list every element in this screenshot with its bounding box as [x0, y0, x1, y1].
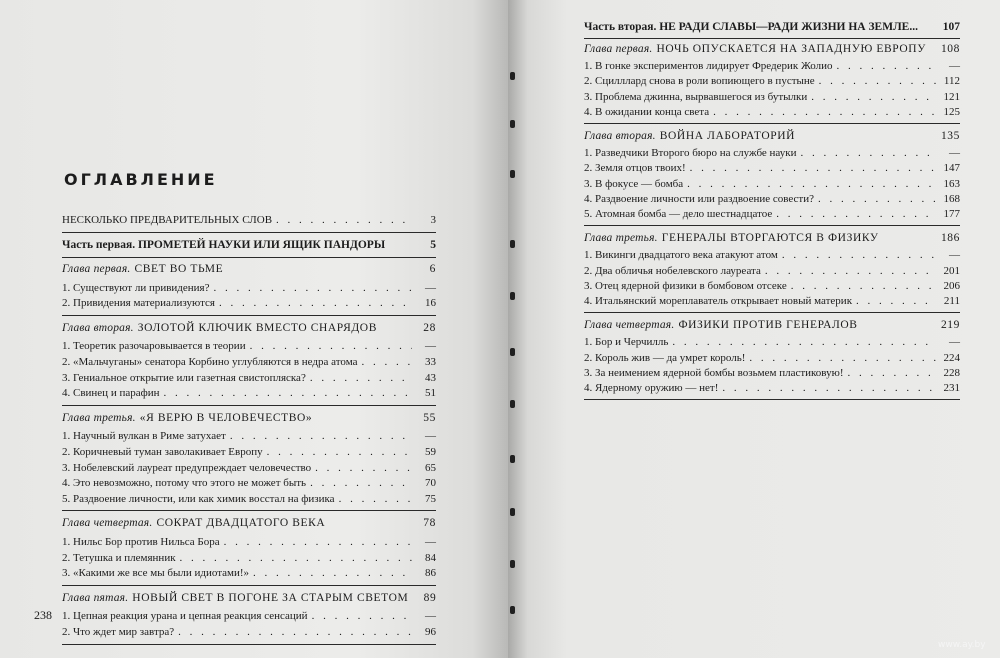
page-ref: 211 [943, 295, 960, 307]
section-entry-text: 1. Викинги двадцатого века атакуют атом [584, 249, 778, 262]
part-heading [62, 238, 436, 252]
section-entry-text: 3. За неимением ядерной бомбы возьмем пластиковую! [584, 366, 844, 379]
right-page [508, 0, 1000, 658]
leader-dots [818, 192, 936, 206]
leader-dots [310, 476, 412, 490]
section-entry-text: 1. Разведчики Второго бюро на службе науки [584, 147, 797, 160]
section-entry [62, 339, 436, 353]
separator-line [584, 123, 960, 124]
page-ref: 86 [425, 567, 436, 580]
foreword-entry-text: НЕСКОЛЬКО ПРЕДВАРИТЕЛЬНЫХ СЛОВ [62, 214, 273, 226]
section-entry-text: 3. Отец ядерной физики в бомбовом отсеке [584, 279, 787, 292]
page-ref: 89 [423, 591, 437, 604]
chapter-heading [584, 129, 960, 143]
page-ref: 51 [425, 387, 436, 400]
page-ref: 65 [425, 461, 436, 474]
separator-line [584, 225, 960, 226]
page-ref: 206 [943, 279, 960, 292]
leader-dots [782, 248, 936, 262]
leader-dots [749, 351, 936, 365]
section-entry-text: 2. Тетушка и племянник [62, 551, 176, 564]
section-entry [584, 146, 960, 160]
page-ref: 168 [943, 192, 960, 205]
binding-holes [510, 0, 522, 658]
section-entry-text: 3. Нобелевский лауреат предупреждает человечество [62, 461, 312, 474]
section-entry [584, 335, 960, 349]
leader-dots [687, 177, 936, 191]
separator-line [584, 38, 960, 39]
section-entry [584, 177, 960, 191]
page-ref: 108 [940, 43, 960, 55]
chapter-heading [584, 231, 960, 245]
binding-hole [510, 560, 515, 568]
page-ref: 6 [429, 263, 436, 275]
section-entry-text: 1. В гонке экспериментов лидирует Фредерик Жолио [584, 60, 833, 73]
chapter-heading [62, 411, 436, 425]
page-ref: 70 [425, 477, 436, 490]
page-ref: — [949, 147, 960, 160]
leader-dots [276, 213, 412, 227]
leader-dots [224, 535, 412, 549]
leader-dots [267, 445, 412, 459]
leader-dots [315, 461, 412, 475]
leader-dots [253, 566, 412, 580]
section-entry [62, 429, 436, 443]
binding-hole [510, 606, 515, 614]
leader-dots [690, 161, 936, 175]
section-entry [62, 281, 436, 295]
chapter-heading-text [584, 231, 879, 245]
page-ref: 224 [943, 351, 960, 364]
section-entry [62, 609, 436, 623]
section-entry-text: 4. Итальянский мореплаватель открывает новый материк [584, 295, 853, 307]
chapter-title: СОКРАТ ДВАДЦАТОГО ВЕКА [156, 517, 326, 530]
chapter-label: Глава первая. [62, 263, 131, 275]
binding-hole [510, 72, 515, 80]
page-ref: — [425, 430, 436, 443]
section-entry-text: 3. Гениальное открытие или газетная свистопляска? [62, 371, 306, 384]
section-entry-text: 3. Проблема джинна, вырвавшегося из бутылки [584, 90, 808, 103]
section-entry-text: 1. Научный вулкан в Риме затухает [62, 430, 226, 443]
section-entry-text: 5. Раздвоение личности, или как химик восстал на физика [62, 492, 335, 505]
chapter-heading-text [62, 516, 325, 530]
part-heading [584, 20, 960, 34]
binding-hole [510, 400, 515, 408]
section-entry [62, 296, 436, 310]
page-ref: 5 [430, 239, 436, 251]
section-entry [584, 366, 960, 380]
binding-hole [510, 240, 515, 248]
section-entry-text: 2. Король жив — да умрет король! [584, 351, 746, 364]
section-entry-text: 1. Нильс Бор против Нильса Бора [62, 536, 220, 548]
leader-dots [672, 335, 936, 349]
page-ref: 228 [943, 366, 960, 379]
section-entry-text: 1. Бор и Черчилль [584, 336, 669, 349]
chapter-heading-text [62, 411, 312, 425]
page-ref: 16 [425, 297, 436, 310]
leader-dots [230, 429, 412, 443]
separator-line [62, 232, 436, 233]
chapter-title: ЗОЛОТОЙ КЛЮЧИК ВМЕСТО СНАРЯДОВ [137, 321, 377, 334]
page-ref: — [425, 340, 436, 353]
section-entry [584, 90, 960, 104]
chapter-heading [584, 318, 960, 332]
section-entry-text: 1. Существуют ли привидения? [62, 281, 210, 294]
leader-dots [339, 492, 412, 506]
foreword-entry [62, 213, 436, 227]
page-ref: 59 [425, 446, 436, 458]
chapter-heading-text [62, 591, 408, 605]
leader-dots [180, 551, 412, 565]
page-ref: 121 [943, 90, 960, 103]
section-entry [584, 105, 960, 119]
page-ref: — [949, 60, 960, 73]
separator-line [62, 257, 436, 258]
chapter-label: Глава вторая. [62, 321, 134, 334]
chapter-label: Глава третья. [584, 232, 658, 245]
leader-dots [164, 386, 412, 400]
section-entry [584, 279, 960, 293]
section-entry-text: 2. Два обличья нобелевского лауреата [584, 264, 761, 277]
chapter-label: Глава вторая. [584, 130, 656, 142]
section-entry-text: 2. Сцилллард снова в роли вопиющего в пустыне [584, 75, 815, 88]
page-number: 238 [34, 608, 52, 622]
section-entry [584, 248, 960, 262]
section-entry-text: 4. Ядерному оружию — нет! [584, 382, 719, 394]
leader-dots [776, 207, 936, 221]
leader-dots [837, 59, 936, 73]
leader-dots [219, 296, 412, 310]
leader-dots [848, 366, 936, 380]
page-ref: 112 [943, 75, 960, 88]
watermark: www.ay.by [938, 640, 986, 650]
chapter-heading [62, 321, 436, 335]
section-entry [584, 161, 960, 175]
binding-hole [510, 508, 515, 516]
separator-line [62, 644, 436, 645]
leader-dots [811, 90, 936, 104]
page-ref: — [425, 281, 436, 294]
chapter-heading [62, 262, 436, 276]
chapter-heading-text [584, 318, 858, 332]
chapter-title: НОВЫЙ СВЕТ В ПОГОНЕ ЗА СТАРЫМ СВЕТОМ [132, 591, 409, 604]
section-entry-text: 4. Раздвоение личности или раздвоение совести? [584, 192, 814, 205]
chapter-heading-text [62, 262, 223, 276]
section-entry [584, 192, 960, 206]
section-entry-text: 4. В ожидании конца света [584, 105, 710, 118]
separator-line [62, 405, 436, 406]
section-entry-text: 2. Земля отцов твоих! [584, 162, 686, 175]
section-entry-text: 2. Что ждет мир завтра? [62, 626, 175, 638]
leader-dots [722, 381, 936, 395]
chapter-heading-text [62, 321, 377, 335]
page-ref: — [949, 249, 960, 262]
section-entry [584, 207, 960, 221]
page-ref: — [425, 536, 436, 548]
binding-hole [510, 292, 515, 300]
leader-dots [310, 371, 412, 385]
chapter-title: ВОЙНА ЛАБОРАТОРИЙ [659, 130, 796, 142]
binding-hole [510, 348, 515, 356]
section-entry [584, 264, 960, 278]
chapter-heading-text [584, 129, 795, 143]
leader-dots [819, 74, 936, 88]
section-entry [62, 535, 436, 549]
chapter-heading-text [584, 42, 926, 56]
page-ref: 163 [943, 177, 960, 190]
page-ref: — [425, 610, 436, 623]
separator-line [62, 585, 436, 586]
leader-dots [765, 264, 936, 278]
section-entry-text: 3. «Какими же все мы были идиотами!» [62, 567, 250, 580]
leader-dots [250, 339, 412, 353]
chapter-label: Глава четвертая. [584, 319, 675, 332]
section-entry [584, 294, 960, 308]
section-entry-text: 1. Цепная реакция урана и цепная реакция сенсаций [62, 610, 308, 623]
section-entry-text: 3. В фокусе — бомба [584, 177, 684, 190]
chapter-title: «Я ВЕРЮ В ЧЕЛОВЕЧЕСТВО» [139, 411, 313, 424]
leader-dots [361, 355, 412, 369]
part-heading-text: Часть вторая. НЕ РАДИ СЛАВЫ—РАДИ ЖИЗНИ НА ЗЕМЛЕ... [584, 21, 918, 33]
chapter-label: Глава первая. [584, 43, 653, 55]
chapter-title: НОЧЬ ОПУСКАЕТСЯ НА ЗАПАДНУЮ ЕВРОПУ [656, 43, 926, 55]
binding-hole [510, 120, 515, 128]
separator-line [584, 312, 960, 313]
leader-dots [791, 279, 936, 293]
page-ref: 186 [940, 232, 960, 245]
leader-dots [713, 105, 936, 119]
page-ref: 201 [943, 264, 960, 277]
section-entry [62, 386, 436, 400]
chapter-label: Глава пятая. [62, 591, 129, 604]
page-ref: 96 [425, 626, 436, 638]
section-entry-text: 2. Коричневый туман заволакивает Европу [62, 446, 263, 458]
section-entry [62, 445, 436, 459]
leader-dots [214, 281, 412, 295]
chapter-label: Глава четвертая. [62, 517, 153, 530]
page-ref: 33 [425, 356, 436, 368]
leader-dots [178, 625, 412, 639]
section-entry-text: 5. Атомная бомба — дело шестнадцатое [584, 208, 773, 220]
binding-hole [510, 170, 515, 178]
section-entry [584, 59, 960, 73]
chapter-title: ГЕНЕРАЛЫ ВТОРГАЮТСЯ В ФИЗИКУ [661, 232, 879, 245]
section-entry [62, 492, 436, 506]
page-ref: 219 [940, 319, 960, 332]
section-entry-text: 2. Привидения материализуются [62, 297, 215, 310]
chapter-title: ФИЗИКИ ПРОТИВ ГЕНЕРАЛОВ [678, 319, 858, 332]
chapter-title: СВЕТ ВО ТЬМЕ [134, 263, 224, 275]
section-entry [62, 566, 436, 580]
page-ref: 107 [942, 21, 960, 33]
section-entry [62, 551, 436, 565]
section-entry-text: 4. Это невозможно, потому что этого не может быть [62, 477, 307, 490]
page-ref: 43 [425, 371, 436, 384]
binding-hole [510, 455, 515, 463]
section-entry-text: 1. Теоретик разочаровывается в теории [62, 340, 246, 353]
section-entry [62, 461, 436, 475]
section-entry [62, 355, 436, 369]
separator-line [62, 315, 436, 316]
section-entry [584, 74, 960, 88]
leader-dots [312, 609, 412, 623]
page-ref: 135 [940, 130, 960, 142]
page-ref: 125 [943, 105, 960, 118]
chapter-label: Глава третья. [62, 411, 136, 424]
section-entry [584, 381, 960, 395]
leader-dots [801, 146, 937, 160]
page-ref: 231 [943, 382, 960, 394]
section-entry-text: 2. «Мальчуганы» сенатора Корбино углубляются в недра атома [62, 356, 358, 368]
section-entry [62, 625, 436, 639]
page-ref: 28 [423, 321, 436, 334]
page-ref: 147 [943, 162, 960, 175]
section-entry-text: 4. Свинец и парафин [62, 387, 160, 400]
toc-heading: ОГЛАВЛЕНИЕ [64, 170, 218, 189]
page-ref: 3 [430, 214, 436, 226]
chapter-heading [62, 591, 436, 605]
page-ref: 75 [425, 492, 436, 505]
page-ref: 177 [943, 208, 960, 220]
section-entry [62, 476, 436, 490]
section-entry [584, 351, 960, 365]
chapter-heading [62, 516, 436, 530]
page-ref: — [949, 336, 960, 349]
part-heading-text: Часть первая. ПРОМЕТЕЙ НАУКИ ИЛИ ЯЩИК ПАНДОРЫ [62, 239, 386, 251]
page-ref: 78 [423, 517, 436, 530]
separator-line [62, 510, 436, 511]
section-entry [62, 371, 436, 385]
chapter-heading [584, 42, 960, 56]
separator-line [584, 399, 960, 400]
leader-dots [856, 294, 936, 308]
page-ref: 84 [425, 551, 436, 564]
page-ref: 55 [423, 411, 436, 424]
